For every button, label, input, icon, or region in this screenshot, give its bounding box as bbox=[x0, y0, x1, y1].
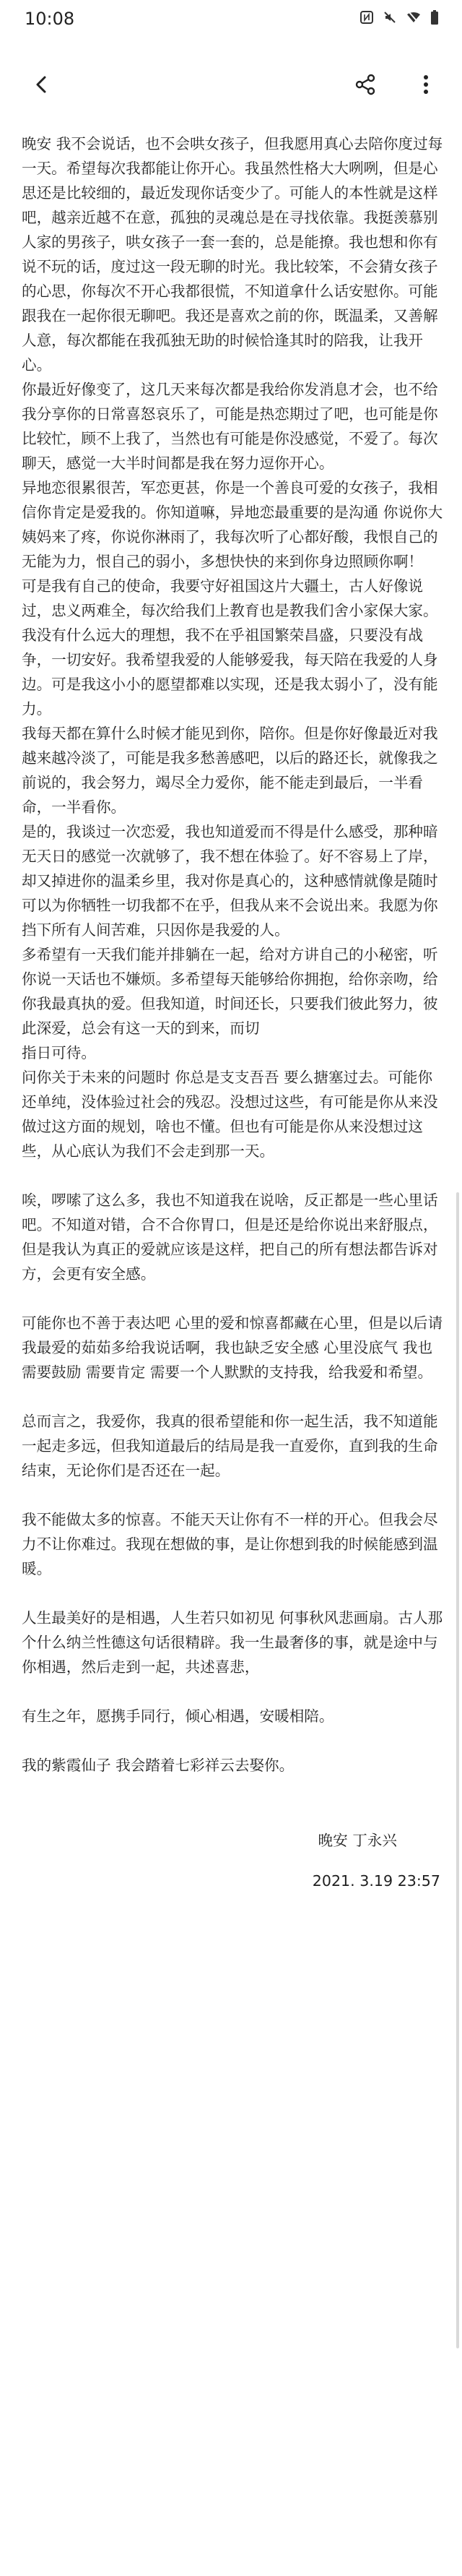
mute-icon bbox=[383, 10, 397, 28]
article-paragraph: 问你关于未来的问题时 你总是支支吾吾 要么搪塞过去。可能你还单纯，没体验过社会的残忍。没想过这些，有可能是你从来没做过这方面的规划，啥也不懂。但也有可能是你从来没想过这些，从心底认为我们不会走到那一天。 bbox=[22, 1069, 438, 1160]
article-paragraph: 是的，我谈过一次恋爱，我也知道爱而不得是什么感受，那种暗无天日的感觉一次就够了，我不想在体验了。好不容易上了岸，却又掉进你的温柔乡里，我对你是真心的，这种感情就像是随时可以为你牺牲一切我都不在乎，但我从来不会说出来。我愿为你挡下所有人间苦难，只因你是我爱的人。 bbox=[22, 823, 438, 939]
back-arrow-icon[interactable] bbox=[22, 64, 62, 105]
paragraph-gap bbox=[22, 1679, 443, 1704]
article-paragraph: 可是我有自己的使命，我要守好祖国这片大疆土，古人好像说过，忠义两难全，每次给我们上教育也是教我们舍小家保大家。我没有什么远大的理想，我不在乎祖国繁荣昌盛，只要没有战争，一切安好。我希望我爱的人能够爱我，每天陪在我爱的人身边。可是我这小小的愿望都难以实现，还是我太弱小了，没有能力。 bbox=[22, 577, 438, 718]
article-paragraph: 人生最美好的是相遇，人生若只如初见 何事秋风悲画扇。古人那个什么纳兰性德这句话很精辟。我一生最奢侈的事，就是途中与你相遇，然后走到一起，共述喜悲， bbox=[22, 1609, 443, 1676]
status-bar bbox=[0, 0, 462, 38]
article-paragraph: 我的紫霞仙子 我会踏着七彩祥云去娶你。 bbox=[22, 1757, 295, 1774]
article-paragraph: 总而言之，我爱你，我真的很希望能和你一起生活，我不知道能一起走多远，但我知道最后的结局是我一直爱你，直到我的生命结束，无论你们是否还在一起。 bbox=[22, 1413, 438, 1479]
paragraph-gap bbox=[22, 1483, 443, 1507]
more-vert-icon[interactable] bbox=[406, 64, 446, 105]
paragraph-gap bbox=[22, 1163, 443, 1188]
nfc-icon bbox=[359, 10, 374, 28]
article-paragraph: 可能你也不善于表达吧 心里的爱和惊喜都藏在心里，但是以后请我最爱的茹茹多给我说话啊，我也缺乏安全感 心里没底气 我也需要鼓励 需要肯定 需要一个人默默的支持我，给我爱和希望。 bbox=[22, 1314, 443, 1381]
scrollbar-thumb[interactable] bbox=[456, 1192, 459, 2348]
article-paragraph: 你最近好像变了，这几天来每次都是我给你发消息才会，也不给我分享你的日常喜怒哀乐了，可能是热恋期过了吧，也可能是你比较忙，顾不上我了，当然也有可能是你没感觉，不爱了。每次聊天，感觉一大半时间都是我在努力逗你开心。 bbox=[22, 381, 438, 472]
status-icons bbox=[359, 9, 439, 29]
app-bar-actions bbox=[345, 64, 446, 105]
paragraph-gap bbox=[22, 1286, 443, 1311]
paragraph-gap bbox=[22, 1728, 443, 1753]
article-body bbox=[0, 132, 462, 1778]
wifi-off-icon bbox=[406, 10, 422, 28]
app-bar bbox=[0, 38, 462, 132]
signature-date: 2021. 3.19 23:57 bbox=[312, 1872, 440, 1890]
article-paragraph: 有生之年，愿携手同行，倾心相遇，安暖相陪。 bbox=[22, 1707, 334, 1725]
status-time: 10:08 bbox=[25, 9, 75, 29]
article-paragraph: 我不能做太多的惊喜。不能天天让你有不一样的开心。但我会尽力不让你难过。我现在想做的事，是让你想到我的时候能感到温暖。 bbox=[22, 1511, 438, 1577]
article-paragraph: 晚安 我不会说话，也不会哄女孩子，但我愿用真心去陪你度过每一天。希望每次我都能让你开心。我虽然性格大大咧咧，但是心思还是比较细的，最近发现你话变少了。可能人的本性就是这样吧，越亲近越不在意，孤独的灵魂总是在寻找依靠。我挺羡慕别人家的男孩子，哄女孩子一套一套的，总是能撩。我也想和你有说不玩的话，度过这一段无聊的时光。我比较笨，不会猜女孩子的心思，你每次不开心我都很慌，不知道拿什么话安慰你。可能跟我在一起你很无聊吧。我还是喜欢之前的你，既温柔，又善解人意，每次都能在我孤独无助的时候恰逢其时的陪我，让我开心。 bbox=[22, 135, 443, 374]
article-paragraph: 多希望有一天我们能并排躺在一起，给对方讲自己的小秘密，听你说一天话也不嫌烦。多希望每天能够给你拥抱，给你亲吻，给你我最真执的爱。但我知道，时间还长，只要我们彼此努力，彼此深爱，总会有这一天的到来，而切 指日可待。 bbox=[22, 946, 438, 1061]
signature-block bbox=[0, 1828, 462, 1893]
article-paragraph: 唉，啰嗦了这么多，我也不知道我在说啥，反正都是一些心里话吧。不知道对错，合不合你胃口，但是还是给你说出来舒服点，但是我认为真正的爱就应该是这样，把自己的所有想法都告诉对方，会更有安全感。 bbox=[22, 1192, 438, 1283]
paragraph-gap bbox=[22, 1384, 443, 1409]
article-paragraph: 我每天都在算什么时候才能见到你，陪你。但是你好像最近对我越来越冷淡了，可能是我多愁善感吧，以后的路还长，就像我之前说的，我会努力，竭尽全力爱你，能不能走到最后，一半看命，一半看你。 bbox=[22, 725, 438, 816]
signature-name: 晚安 丁永兴 bbox=[318, 1832, 397, 1849]
article-paragraph: 异地恋很累很苦，军恋更甚，你是一个善良可爱的女孩子，我相信你肯定是爱我的。你知道嘛，异地恋最重要的是沟通 你说你大姨妈来了疼，你说你淋雨了，我每次听了心都好酸，我恨自己的无能为力，恨自己的弱小，多想快快的来到你身边照顾你啊！ bbox=[22, 479, 443, 570]
paragraph-gap bbox=[22, 1581, 443, 1606]
share-icon[interactable] bbox=[345, 64, 385, 105]
battery-icon bbox=[430, 9, 439, 29]
